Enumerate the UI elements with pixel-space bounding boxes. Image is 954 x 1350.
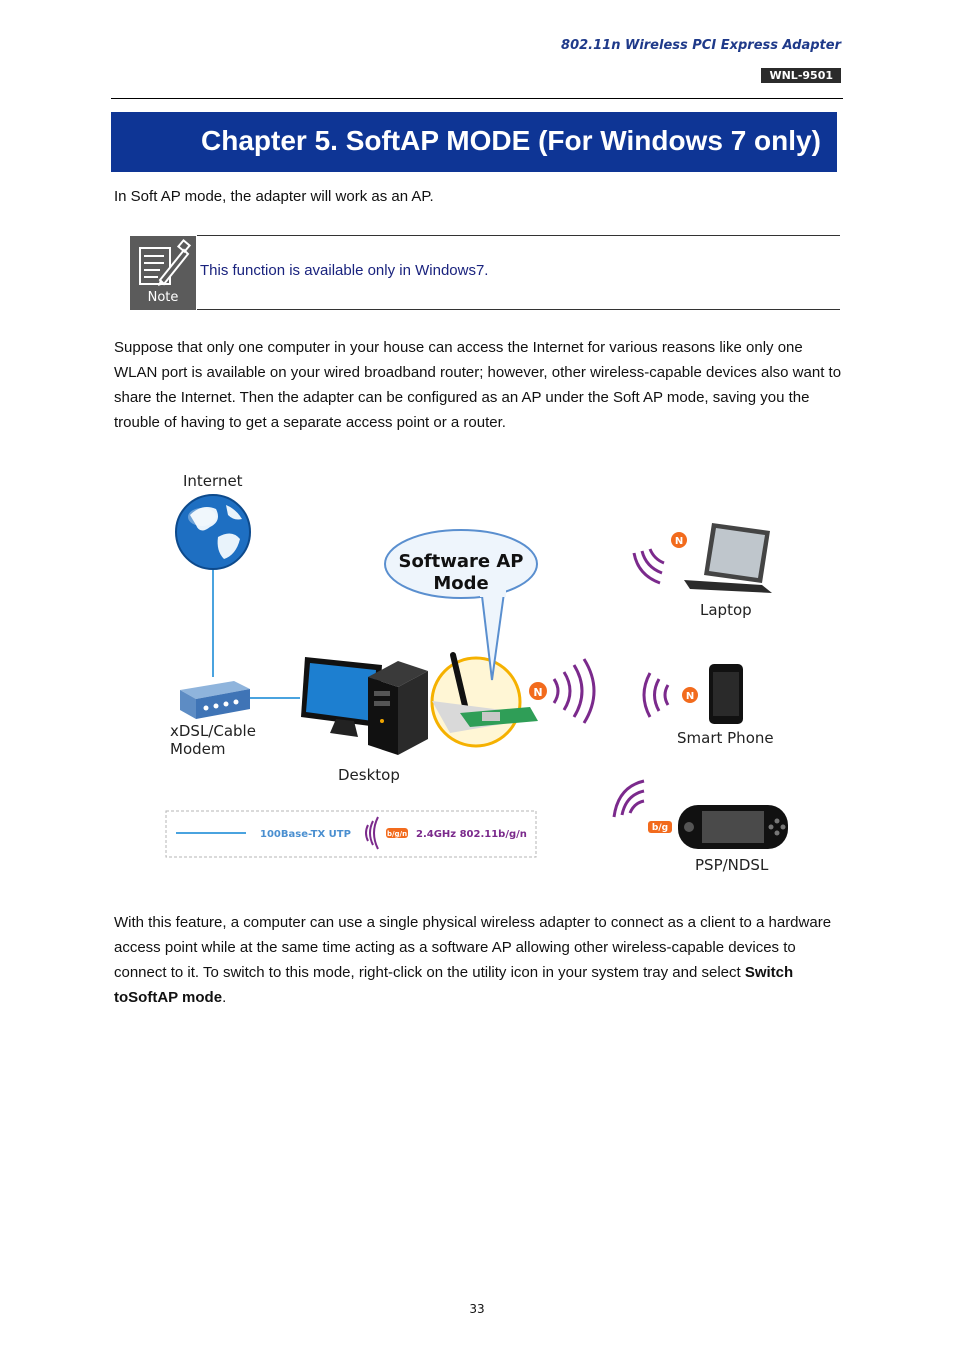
scenario-paragraph: Suppose that only one computer in your house can access the Internet for various reasons like only one WLAN port is available on your wired broadband router; however, other wireless-capable devices also want to share the Internet. Then the adapter can be configured as an AP under the Soft AP mode, saving you the trouble of having to get a separate access point or a router. xyxy=(114,339,842,431)
smartphone-label: Smart Phone xyxy=(677,729,774,747)
bubble-label-line2: Mode xyxy=(433,573,489,594)
psp-console-icon xyxy=(678,805,788,849)
phone-n-badge-text: N xyxy=(685,691,695,702)
bubble-label-line1: Software AP xyxy=(398,551,524,572)
softap-network-diagram xyxy=(160,465,800,885)
note-icon xyxy=(130,236,196,310)
page-number: 33 xyxy=(469,1302,485,1316)
adapter-highlight-circle xyxy=(432,658,520,746)
smartphone-icon xyxy=(709,664,743,724)
laptop-wifi-waves-icon xyxy=(634,549,664,583)
adapter-n-badge-text: N xyxy=(533,686,543,699)
globe-icon xyxy=(176,495,250,569)
laptop-icon xyxy=(684,523,772,593)
note-top-rule xyxy=(197,235,840,236)
notepad-pen-icon xyxy=(130,236,196,292)
modem-icon xyxy=(180,681,250,719)
chapter-banner xyxy=(111,112,837,172)
desktop-tower-icon xyxy=(368,661,428,755)
legend-bgn-badge-text: b/g/n xyxy=(386,830,408,838)
psp-wifi-waves-icon xyxy=(614,781,644,817)
adapter-wifi-waves-icon xyxy=(554,659,594,723)
note-label: Note xyxy=(147,290,179,305)
feature-paragraph-end: . xyxy=(222,989,227,1006)
feature-paragraph xyxy=(114,910,844,1010)
phone-wifi-waves-icon xyxy=(644,673,668,717)
header-model-badge: WNL-9501 xyxy=(761,68,841,83)
psp-bg-badge-text: b/g xyxy=(651,823,669,833)
switch-softap-mode-term: Switch toSoftAP mode xyxy=(114,964,794,1006)
header-product-title: 802.11n Wireless PCI Express Adapter xyxy=(561,38,841,53)
feature-paragraph-text: With this feature, a computer can use a single physical wireless adapter to connect as a client to a hardware access point while at the same time acting as a software AP allowing other wireless-capable devices to connect to it. To switch to this mode, right-click on the utility icon in your system tray and select xyxy=(114,914,832,981)
note-bottom-rule xyxy=(197,309,840,310)
chapter-title: Chapter 5. SoftAP MODE (For Windows 7 only) xyxy=(201,125,821,156)
modem-label-line1: xDSL/Cable xyxy=(170,722,256,740)
laptop-label: Laptop xyxy=(700,601,752,619)
modem-label-line2: Modem xyxy=(170,740,226,758)
legend-wifi-icon xyxy=(366,817,378,849)
internet-label: Internet xyxy=(183,472,243,490)
laptop-n-badge-text: N xyxy=(674,536,684,547)
psp-label: PSP/NDSL xyxy=(695,856,769,874)
note-text: This function is available only in Windows7. xyxy=(200,262,489,279)
legend-wireless-label: 2.4GHz 802.11b/g/n xyxy=(416,829,527,840)
desktop-label: Desktop xyxy=(338,766,400,784)
intro-paragraph: In Soft AP mode, the adapter will work as an AP. xyxy=(114,188,434,205)
legend-wired-label: 100Base-TX UTP xyxy=(260,829,351,840)
header-divider xyxy=(111,98,843,99)
